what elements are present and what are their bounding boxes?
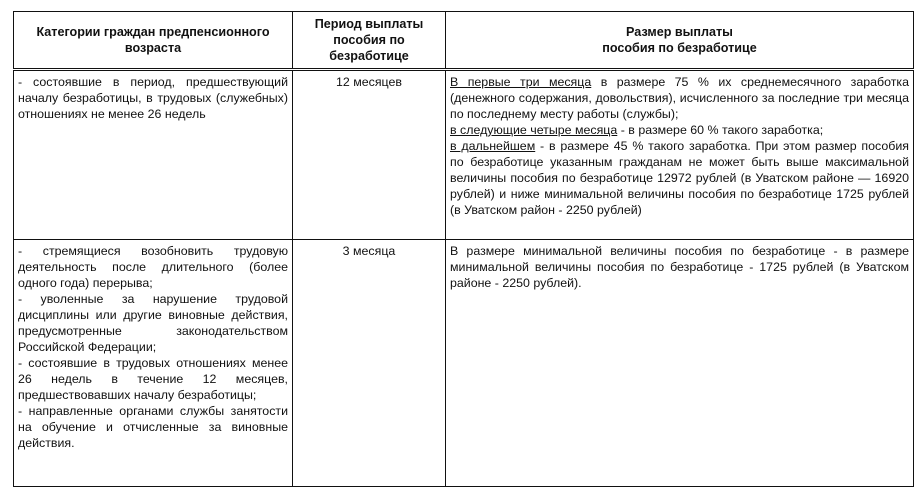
header-categories: Категории граждан предпенсионного возраста [14, 12, 293, 70]
amount-thereafter-text: - в размере 45 % такого заработка. При этом размер пособия по безработице указанным гражданам не может быть выше максимальной величины пособия по безработице 12972 рублей (в Уватском районе — 16920 рублей) и ниже минимальной величины пособия по безработице 1725 рублей (в Уватском район - 2250 рублей) [450, 139, 909, 217]
amount-next-four-months-text: - в размере 60 % такого заработка; [617, 123, 824, 137]
header-period: Период выплаты пособия по безработице [293, 12, 446, 70]
unemployment-benefits-table [13, 11, 914, 487]
table-row [14, 70, 914, 240]
category-item: - состоявшие в период, предшествующий началу безработицы, в трудовых (служебных) отношениях не менее 26 недель [18, 75, 288, 121]
category-item: - состоявшие в трудовых отношениях менее 26 недель в течение 12 месяцев, предшествовавших началу безработицы; [18, 356, 288, 402]
category-item: - направленные органами службы занятости на обучение и отчисленные за виновные действия. [18, 404, 288, 450]
table-header-row [14, 12, 914, 70]
amount-first-three-months-text: в размере 75 % их среднемесячного заработка (денежного содержания, довольствия), исчисленного за последние три месяца по последнему месту работы (службы); [450, 75, 909, 121]
category-item: - уволенные за нарушение трудовой дисциплины или другие виновные действия, предусмотренные законодательством Российской Федерации; [18, 292, 288, 354]
amount-next-four-months: в следующие четыре месяца [450, 123, 618, 137]
amount-thereafter: в дальнейшем [450, 139, 536, 153]
amount-cell [446, 70, 914, 240]
period-cell: 12 месяцев [293, 70, 446, 240]
header-amount [446, 12, 914, 70]
amount-cell: В размере минимальной величины пособия по безработице - в размере минимальной величины пособия по безработице - 1725 рублей (в Уватском районе - 2250 рублей). [446, 240, 914, 487]
header-amount-line1: Размер выплаты [626, 25, 733, 39]
category-item: - стремящиеся возобновить трудовую деятельность после длительного (более одного года) перерыва; [18, 244, 288, 290]
amount-first-three-months: В первые три месяца [450, 75, 592, 89]
header-amount-line2: пособия по безработице [602, 41, 757, 55]
table-row [14, 240, 914, 487]
categories-cell [14, 240, 293, 487]
categories-cell [14, 70, 293, 240]
period-cell: 3 месяца [293, 240, 446, 487]
